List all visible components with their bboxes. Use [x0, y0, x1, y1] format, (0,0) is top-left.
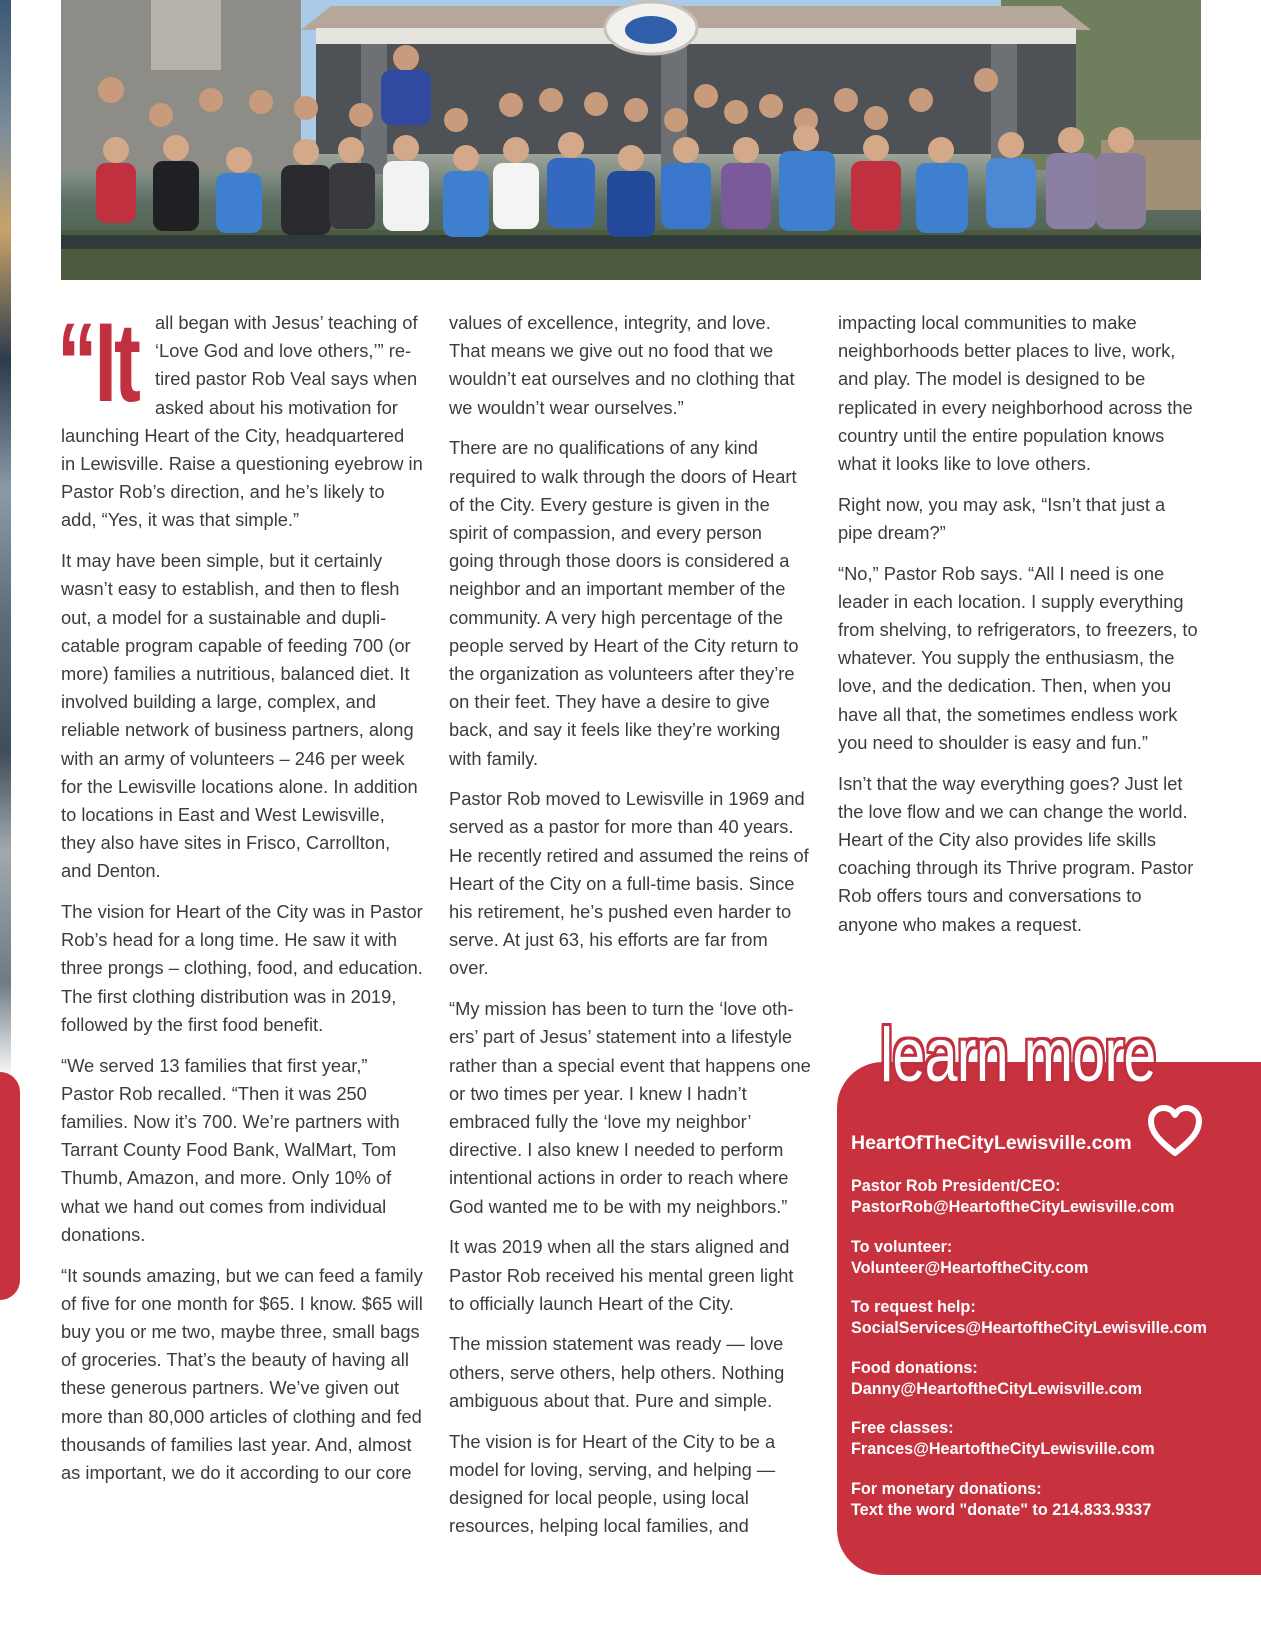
- heart-icon: [1147, 1105, 1203, 1157]
- article-paragraph: “We served 13 families that first year,” Pastor Rob recalled. “Then it was 250 families. Now it’s 700. We’re partners with Tarrant County Food Bank, WalMart, Tom Thumb, Amazon, and more. Only 10% of what we hand out comes from individual donations.: [61, 1054, 400, 1245]
- article-paragraph: It may have been simple, but it certainly wasn’t easy to establish, and then to flesh out, a model for a sustainable and duplicatable program capable of feeding 700 (or more) families a nutritious, balanced diet. It involved building a large, complex, and reliable network of business partners, along with an army of volunteers – 246 per week for the Lewisville locations alone. In addition to locations in East and West Lewisville, they also have sites in Frisco, Carrollton, and Denton.: [61, 550, 418, 882]
- contact-item: [851, 1297, 1256, 1339]
- contact-item: [851, 1479, 1256, 1521]
- article-paragraph: The vision is for Heart of the City to be a model for loving, serving, and helping — designed for local people, using local resources, helping local families, and: [449, 1430, 776, 1537]
- article-column-2: [449, 309, 811, 1553]
- article-paragraph: It was 2019 when all the stars aligned and Pastor Rob received his mental green light to officially launch Heart of the City.: [449, 1236, 794, 1314]
- article-paragraph: The vision for Heart of the City was in Pastor Rob’s head for a long time. He saw it with three prongs – clothing, food, and education. The first clothing distribution was in 2019, followed by the first food benefit.: [61, 901, 423, 1035]
- contact-email-link[interactable]: Volunteer@HeartoftheCity.com: [851, 1258, 1089, 1277]
- article-paragraph: Isn’t that the way everything goes? Just let the love flow and we can change the world. Heart of the City also provides life skills coaching through its Thrive program. Pastor Rob offers tours and conversations to anyone who makes a request.: [838, 772, 1194, 935]
- website-link[interactable]: HeartOfTheCityLewisville.com: [851, 1132, 1132, 1154]
- group-photo: [61, 0, 1201, 280]
- contact-list: [851, 1176, 1256, 1539]
- article-column-3: [838, 309, 1200, 951]
- article-paragraph: Pastor Rob moved to Lewisville in 1969 and served as a pastor for more than 40 years. He recently retired and assumed the reins of Heart of the City on a full-time basis. Since his retirement, he’s pushed even harder to serve. At just 63, his efforts are far from over.: [449, 788, 809, 979]
- article-paragraph: impacting local communities to make neighborhoods better places to live, work, and play. The model is designed to be replicated in every neighborhood across the country until the entire population knows what it looks like to love others.: [838, 312, 1193, 475]
- contact-item: [851, 1176, 1256, 1218]
- article-paragraph: values of excellence, integrity, and love. That means we give out no food that we wouldn’t eat ourselves and no clothing that we wouldn’t wear ourselves.”: [449, 312, 795, 418]
- article-paragraph: “It sounds amazing, but we can feed a family of five for one month for $65. I know. $65 will buy you or me two, maybe three, small bags of groceries. That’s the beauty of having all these generous partners. We’ve given out more than 80,000 articles of clothing and fed thousands of families last year. And, almost as important, we do it according to our core: [61, 1264, 423, 1483]
- contact-label: Free classes:: [851, 1419, 954, 1437]
- contact-label: Pastor Rob President/CEO:: [851, 1177, 1061, 1195]
- article-paragraph: [57, 300, 423, 535]
- contact-label: To request help:: [851, 1298, 976, 1316]
- page-edge-tab: [0, 1072, 20, 1300]
- article-paragraph: Right now, you may ask, “Isn’t that just a pipe dream?”: [838, 493, 1166, 543]
- article-column-1: [57, 300, 423, 1500]
- contact-item: [851, 1237, 1256, 1279]
- contact-label: Food donations:: [851, 1358, 978, 1377]
- article-paragraph: “No,” Pastor Rob says. “All I need is one leader in each location. I supply everything from shelving, to refrigerators, to freezers, to whatever. You supply the enthusiasm, the love, and the dedication. Then, when you have all that, the sometimes endless work you need to shoulder is easy and fun.”: [838, 562, 1198, 753]
- contact-label: For monetary donations:: [851, 1479, 1042, 1498]
- article-paragraph: There are no qualifications of any kind required to walk through the doors of Heart of the City. Every gesture is given in the spirit of compassion, and every person going through those doors is considered a neighbor and an important member of the community. A very high percentage of the people served by Heart of the City return to the organization as volunteers after they’re on their feet. They have a desire to give back, and say it feels like they’re working with family.: [449, 437, 799, 769]
- article-paragraph: The mission statement was ready — love others, serve others, help others. Nothing ambiguous about that. Pure and simple.: [449, 1333, 785, 1411]
- contact-email-link[interactable]: Frances@HeartoftheCityLewisville.com: [851, 1440, 1155, 1458]
- group-photo-illustration: [61, 0, 1201, 280]
- contact-item: [851, 1418, 1256, 1460]
- learn-more-title: learn more: [880, 1013, 1156, 1098]
- contact-email-link[interactable]: PastorRob@HeartoftheCityLewisville.com: [851, 1198, 1175, 1216]
- contact-email-link[interactable]: SocialServices@HeartoftheCityLewisville.com: [851, 1319, 1207, 1337]
- contact-item: [851, 1358, 1256, 1400]
- contact-label: To volunteer:: [851, 1237, 953, 1256]
- contact-email-link[interactable]: Danny@HeartoftheCityLewisville.com: [851, 1379, 1143, 1398]
- page-edge-strip: [0, 0, 11, 1636]
- article-paragraph: “My mission has been to turn the ‘love others’ part of Jesus’ statement into a lifestyle rather than a special event that happens one or two times per year. I knew I hadn’t embraced fully the ‘love my neighbor’ directive. I also knew I needed to perform intentional actions in order to reach where God wanted me to be with my neighbors.”: [449, 998, 811, 1217]
- paragraph-text: all began with Jesus’ teaching of ‘Love God and love others,’” retired pastor Rob Veal says when asked about his motivation for launching Heart of the City, headquartered in Lewisville. Raise a questioning eyebrow in Pastor Rob’s direction, and he’s likely to add, “Yes, it was that simple.”: [61, 312, 423, 531]
- donation-text-instruction: Text the word "donate" to 214.833.9337: [851, 1500, 1152, 1519]
- drop-cap: “It: [57, 300, 138, 425]
